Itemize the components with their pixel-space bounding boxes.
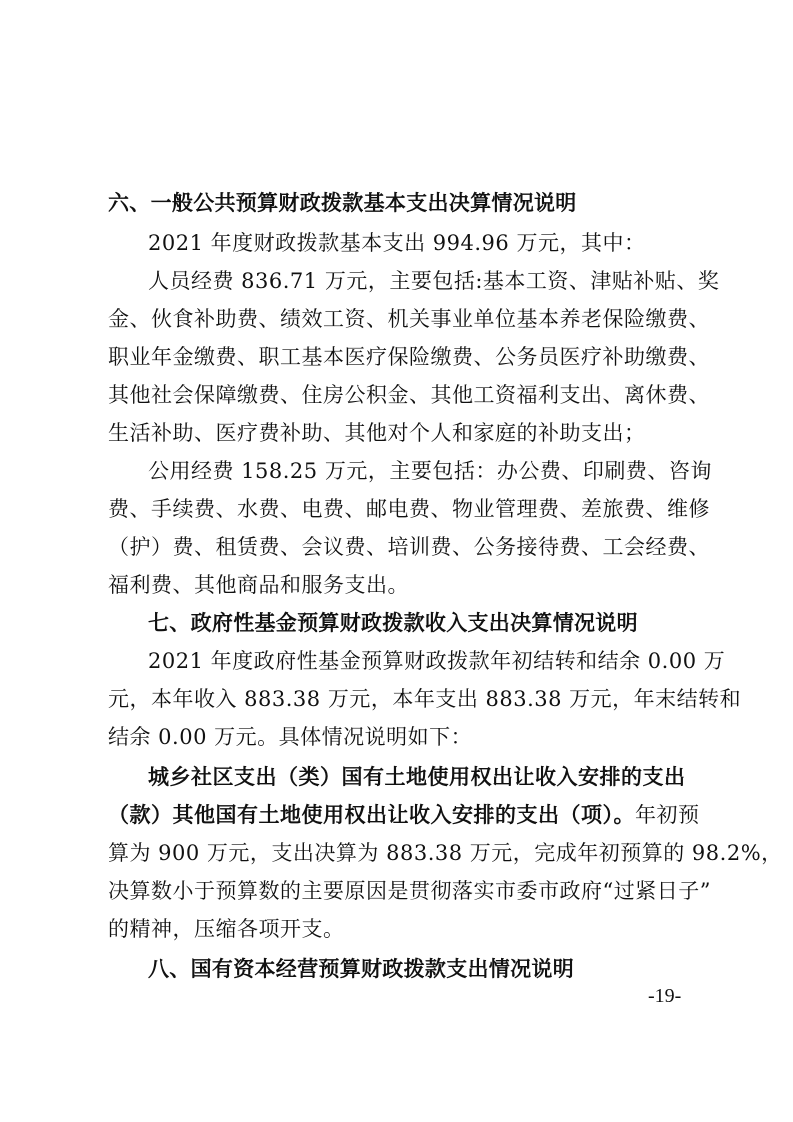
paragraph-line: 职业年金缴费、职工基本医疗保险缴费、公务员医疗补助缴费、 — [108, 345, 710, 369]
section-7-heading: 七、政府性基金预算财政拨款收入支出决算情况说明 — [148, 611, 638, 635]
paragraph-line: 的精神，压缩各项开支。 — [108, 917, 345, 941]
paragraph-line: 生活补助、医疗费补助、其他对个人和家庭的补助支出； — [108, 421, 646, 445]
section-8-heading: 八、国有资本经营预算财政拨款支出情况说明 — [148, 957, 574, 981]
paragraph-line: 2021 年度财政拨款基本支出 994.96 万元，其中： — [148, 231, 646, 255]
paragraph-line: 决算数小于预算数的主要原因是贯彻落实市委市政府“过紧日子” — [108, 879, 711, 903]
paragraph-line: 结余 0.00 万元。具体情况说明如下： — [108, 725, 473, 749]
detail-bold-segment: （款）其他国有土地使用权出让收入安排的支出（项）。 — [108, 803, 635, 827]
section-6-heading: 六、一般公共预算财政拨款基本支出决算情况说明 — [108, 191, 577, 215]
paragraph-line: 费、手续费、水费、电费、邮电费、物业管理费、差旅费、维修 — [108, 497, 710, 521]
paragraph-line: （护）费、租赁费、会议费、培训费、公务接待费、工会经费、 — [108, 535, 710, 559]
paragraph-line: 福利费、其他商品和服务支出。 — [108, 573, 409, 597]
paragraph-line: 其他社会保障缴费、住房公积金、其他工资福利支出、离休费、 — [108, 383, 710, 407]
paragraph-line: 元，本年收入 883.38 万元，本年支出 883.38 万元，年末结转和 — [108, 687, 742, 711]
paragraph-line: 算为 900 万元，支出决算为 883.38 万元，完成年初预算的 98.2%， — [108, 841, 783, 865]
paragraph-line: 公用经费 158.25 万元，主要包括：办公费、印刷费、咨询 — [148, 459, 712, 483]
detail-plain-segment: 年初预 — [635, 803, 700, 827]
paragraph-line: 金、伙食补助费、绩效工资、机关事业单位基本养老保险缴费、 — [108, 307, 710, 331]
paragraph-line: 2021 年度政府性基金预算财政拨款年初结转和结余 0.00 万 — [148, 649, 726, 673]
detail-bold-line: 城乡社区支出（类）国有土地使用权出让收入安排的支出 — [148, 765, 686, 789]
paragraph-line: 人员经费 836.71 万元，主要包括:基本工资、津贴补贴、奖 — [148, 269, 720, 293]
page-number: -19- — [648, 985, 682, 1007]
detail-mixed-line — [108, 796, 700, 834]
